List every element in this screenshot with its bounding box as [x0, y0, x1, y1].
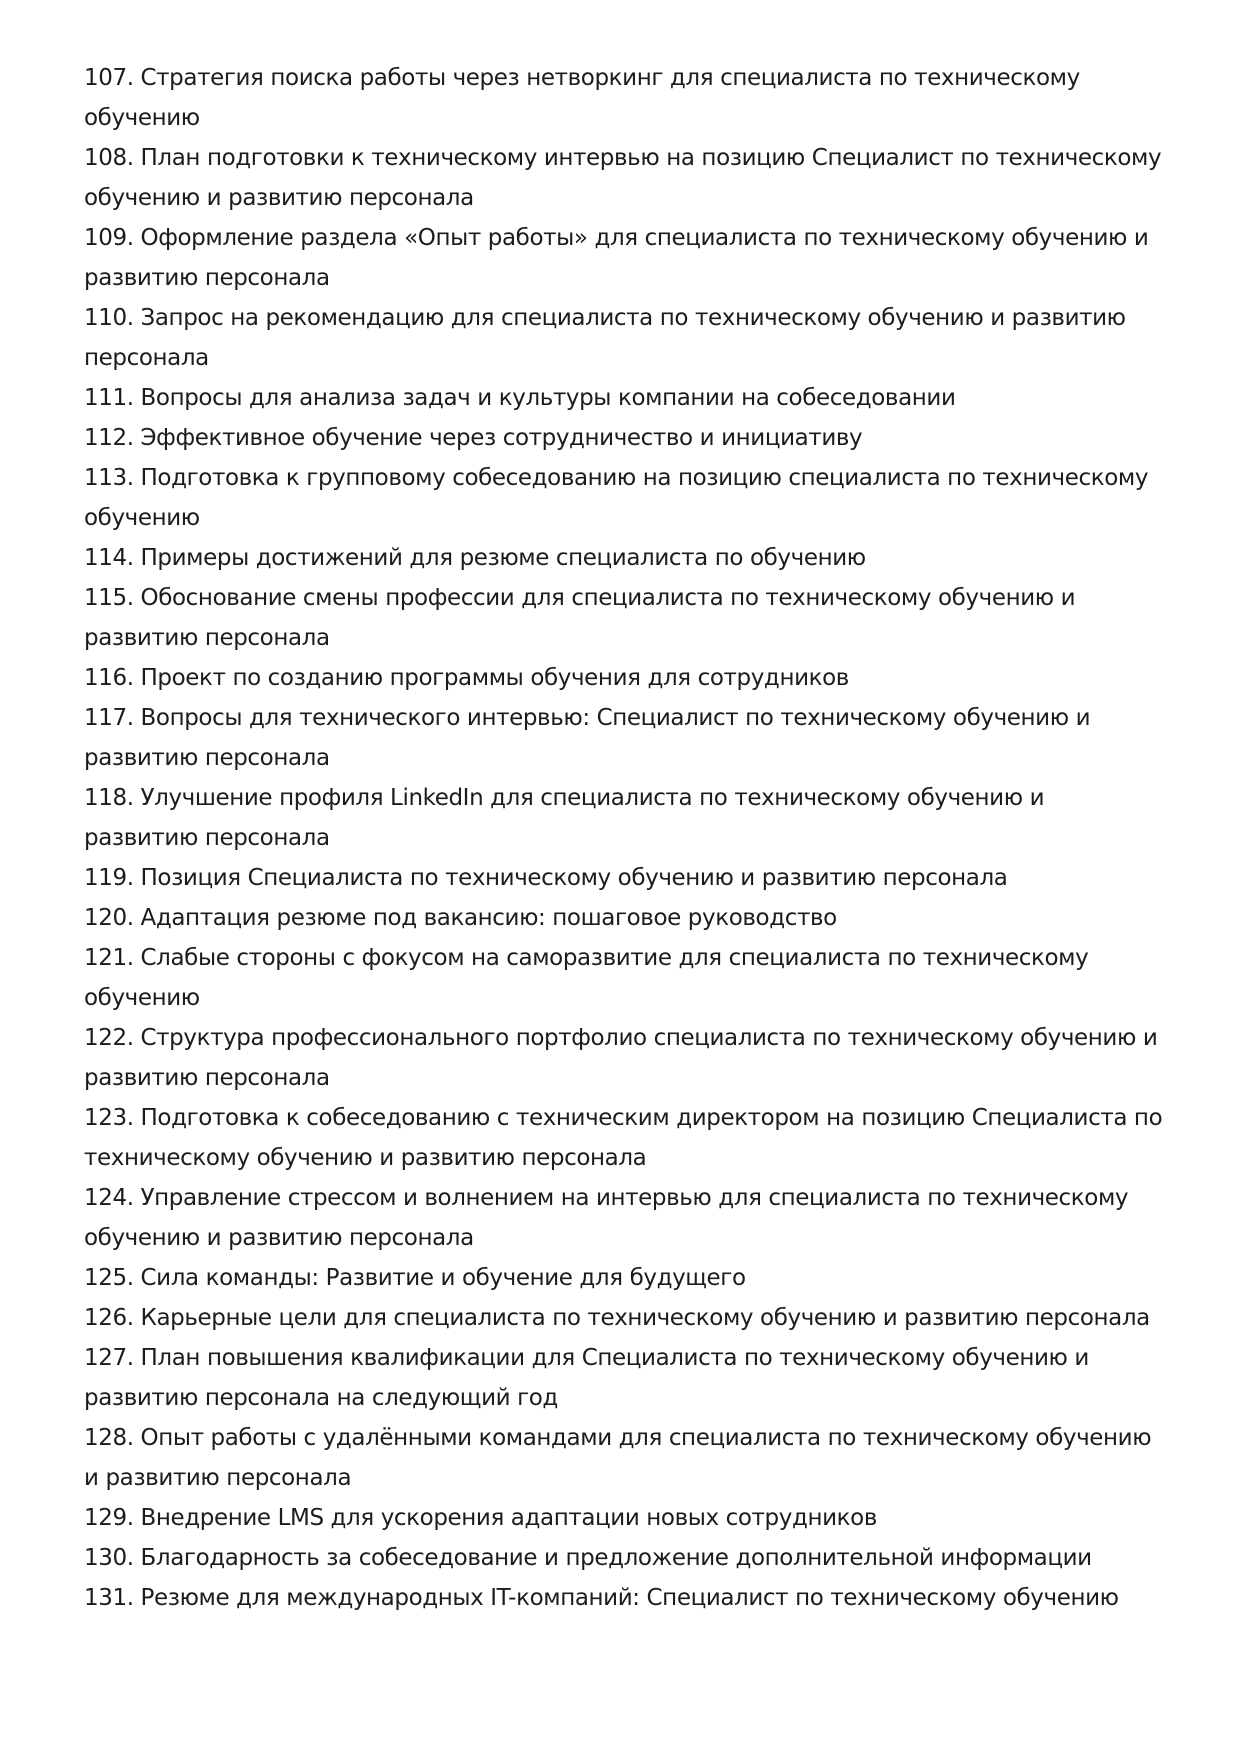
list-item: 107. Стратегия поиска работы через нетворкинг для специалиста по техническому обучению	[84, 65, 1080, 131]
list-item: 122. Структура профессионального портфолио специалиста по техническому обучению и развитию персонала	[84, 1025, 1158, 1091]
list-item: 119. Позиция Специалиста по техническому обучению и развитию персонала	[84, 865, 1008, 891]
list-item: 127. План повышения квалификации для Специалиста по техническому обучению и развитию персонала на следующий год	[84, 1345, 1089, 1411]
list-item: 125. Сила команды: Развитие и обучение для будущего	[84, 1265, 746, 1291]
list-item: 131. Резюме для международных IT-компаний: Специалист по техническому обучению	[84, 1585, 1119, 1611]
list-item: 111. Вопросы для анализа задач и культуры компании на собеседовании	[84, 385, 956, 411]
list-item: 113. Подготовка к групповому собеседованию на позицию специалиста по техническому обучению	[84, 465, 1149, 531]
list-item: 124. Управление стрессом и волнением на интервью для специалиста по техническому обучению и развитию персонала	[84, 1185, 1129, 1251]
list-item: 126. Карьерные цели для специалиста по техническому обучению и развитию персонала	[84, 1305, 1150, 1331]
document-page	[84, 58, 1164, 1618]
list-item: 109. Оформление раздела «Опыт работы» для специалиста по техническому обучению и развитию персонала	[84, 225, 1149, 291]
list-item: 115. Обоснование смены профессии для специалиста по техническому обучению и развитию персонала	[84, 585, 1076, 651]
list-item: 120. Адаптация резюме под вакансию: пошаговое руководство	[84, 905, 837, 931]
list-item: 110. Запрос на рекомендацию для специалиста по техническому обучению и развитию персонала	[84, 305, 1126, 371]
list-item: 130. Благодарность за собеседование и предложение дополнительной информации	[84, 1545, 1092, 1571]
list-item: 117. Вопросы для технического интервью: Специалист по техническому обучению и развитию персонала	[84, 705, 1091, 771]
list-item: 129. Внедрение LMS для ускорения адаптации новых сотрудников	[84, 1505, 877, 1531]
list-item: 118. Улучшение профиля LinkedIn для специалиста по техническому обучению и развитию персонала	[84, 785, 1045, 851]
list-item: 108. План подготовки к техническому интервью на позицию Специалист по техническому обучению и развитию персонала	[84, 145, 1162, 211]
list-item: 121. Слабые стороны с фокусом на саморазвитие для специалиста по техническому обучению	[84, 945, 1089, 1011]
list-item: 116. Проект по созданию программы обучения для сотрудников	[84, 665, 849, 691]
list-item: 123. Подготовка к собеседованию с техническим директором на позицию Специалиста по техническому обучению и развитию персонала	[84, 1105, 1163, 1171]
list-item: 114. Примеры достижений для резюме специалиста по обучению	[84, 545, 866, 571]
list-item: 112. Эффективное обучение через сотрудничество и инициативу	[84, 425, 863, 451]
list-item: 128. Опыт работы с удалёнными командами для специалиста по техническому обучению и развитию персонала	[84, 1425, 1152, 1491]
